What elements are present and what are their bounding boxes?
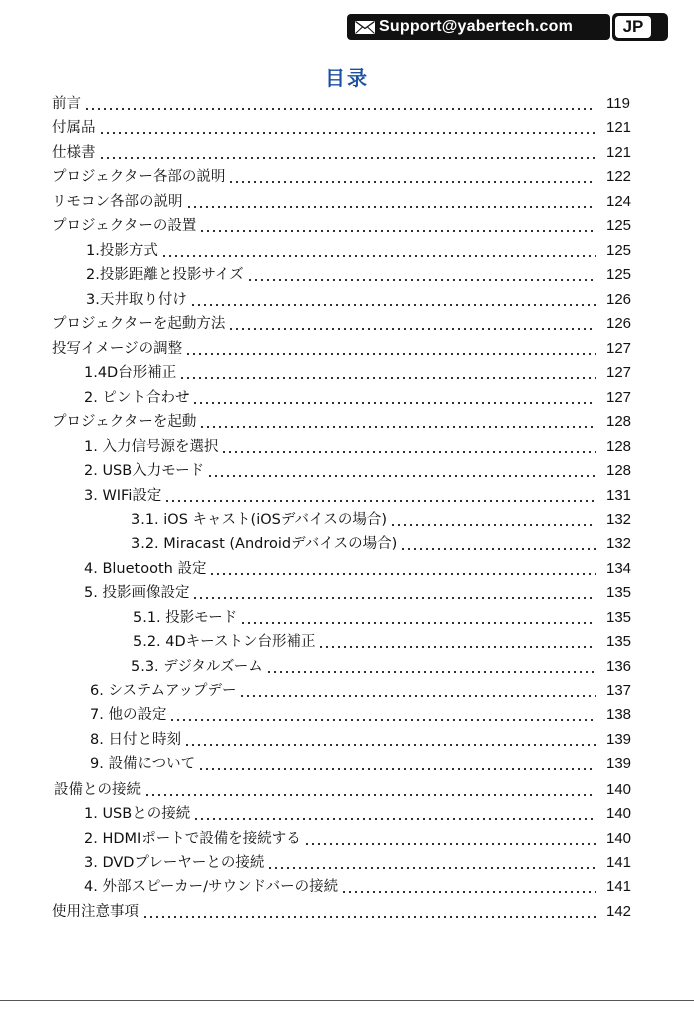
toc-entry-label: 5.3. デジタルズーム bbox=[131, 659, 263, 675]
toc-entry-label: 投写イメージの調整 bbox=[52, 341, 183, 357]
toc-dot-leader bbox=[198, 754, 596, 774]
toc-dot-leader bbox=[266, 657, 596, 677]
toc-entry-page: 135 bbox=[606, 609, 632, 626]
toc-entry-page: 138 bbox=[606, 706, 632, 723]
toc-dot-leader bbox=[207, 461, 596, 481]
toc-dot-leader bbox=[99, 118, 597, 138]
toc-entry[interactable] bbox=[0, 778, 694, 800]
toc-entry[interactable] bbox=[0, 875, 694, 897]
toc-entry-page: 140 bbox=[606, 805, 632, 822]
toc-entry-label: 付属品 bbox=[52, 120, 96, 136]
toc-entry-page: 128 bbox=[606, 438, 632, 455]
toc-entry-label: 8. 日付と時刻 bbox=[90, 732, 181, 748]
toc-entry-page: 132 bbox=[606, 535, 632, 552]
toc-entry-label: プロジェクターの設置 bbox=[52, 218, 197, 234]
toc-dot-leader bbox=[390, 510, 596, 530]
toc-dot-leader bbox=[142, 902, 596, 922]
toc-entry-page: 135 bbox=[606, 633, 632, 650]
toc-entry-page: 126 bbox=[606, 291, 632, 308]
toc-entry[interactable] bbox=[0, 606, 694, 628]
toc-entry-label: 2. ピント合わせ bbox=[84, 390, 190, 406]
toc-entry[interactable] bbox=[0, 557, 694, 579]
toc-entry-page: 134 bbox=[606, 560, 632, 577]
toc-dot-leader bbox=[400, 534, 596, 554]
toc-entry[interactable] bbox=[0, 337, 694, 359]
toc-entry-label: 7. 他の設定 bbox=[90, 707, 167, 723]
toc-entry-label: 4. Bluetooth 設定 bbox=[84, 561, 207, 577]
toc-entry[interactable] bbox=[0, 141, 694, 163]
toc-entry-label: 仕様書 bbox=[52, 145, 96, 161]
toc-entry-label: 2. HDMIポートで設備を接続する bbox=[84, 831, 301, 847]
toc-dot-leader bbox=[247, 265, 596, 285]
toc-entry[interactable] bbox=[0, 728, 694, 750]
toc-entry[interactable] bbox=[0, 532, 694, 554]
envelope-icon bbox=[355, 21, 375, 34]
toc-entry-label: 9. 設備について bbox=[90, 756, 196, 772]
toc-entry-label: 3.2. Miracast (Androidデバイスの場合) bbox=[131, 536, 398, 552]
toc-entry-page: 121 bbox=[606, 144, 632, 161]
language-code: JP bbox=[615, 16, 651, 38]
toc-entry[interactable] bbox=[0, 116, 694, 138]
toc-entry-label: 5.2. 4Dキーストン台形補正 bbox=[133, 634, 316, 650]
toc-dot-leader bbox=[184, 730, 596, 750]
toc-entry-page: 125 bbox=[606, 266, 632, 283]
toc-entry[interactable] bbox=[0, 239, 694, 261]
toc-dot-leader bbox=[193, 804, 596, 824]
toc-entry-page: 141 bbox=[606, 854, 632, 871]
toc-entry-page: 122 bbox=[606, 168, 632, 185]
toc-entry[interactable] bbox=[0, 827, 694, 849]
toc-dot-leader bbox=[186, 192, 597, 212]
toc-dot-leader bbox=[192, 388, 596, 408]
toc-dot-leader bbox=[190, 290, 596, 310]
toc-entry-page: 131 bbox=[606, 487, 632, 504]
page-bottom-rule bbox=[0, 1000, 694, 1001]
toc-entry[interactable] bbox=[0, 655, 694, 677]
toc-dot-leader bbox=[209, 559, 596, 579]
toc-title: 目录 bbox=[325, 66, 369, 90]
toc-dot-leader bbox=[161, 241, 596, 261]
toc-entry[interactable] bbox=[0, 361, 694, 383]
toc-entry-page: 137 bbox=[606, 682, 632, 699]
toc-entry[interactable] bbox=[0, 190, 694, 212]
toc-entry[interactable] bbox=[0, 851, 694, 873]
toc-entry[interactable] bbox=[0, 165, 694, 187]
toc-entry-label: 前言 bbox=[52, 96, 81, 112]
toc-entry-page: 127 bbox=[606, 364, 632, 381]
toc-dot-leader bbox=[144, 780, 596, 800]
toc-entry-page: 125 bbox=[606, 217, 632, 234]
toc-dot-leader bbox=[221, 437, 596, 457]
language-badge bbox=[612, 13, 668, 41]
toc-entry[interactable] bbox=[0, 435, 694, 457]
toc-entry-label: 5. 投影画像設定 bbox=[84, 585, 190, 601]
toc-entry-label: 6. システムアップデー bbox=[90, 683, 237, 699]
toc-entry[interactable] bbox=[0, 508, 694, 530]
toc-entry-page: 128 bbox=[606, 413, 632, 430]
toc-dot-leader bbox=[267, 853, 596, 873]
toc-entry[interactable] bbox=[0, 92, 694, 114]
toc-entry-label: プロジェクターを起動方法 bbox=[52, 316, 226, 332]
toc-entry[interactable] bbox=[0, 679, 694, 701]
toc-entry-page: 128 bbox=[606, 462, 632, 479]
toc-entry-label: 設備との接続 bbox=[54, 782, 141, 798]
toc-entry[interactable] bbox=[0, 703, 694, 725]
toc-entry-page: 119 bbox=[606, 95, 630, 112]
toc-dot-leader bbox=[228, 314, 596, 334]
toc-entry-label: 3. DVDプレーヤーとの接続 bbox=[84, 855, 265, 871]
toc-entry[interactable] bbox=[0, 263, 694, 285]
toc-entry-page: 132 bbox=[606, 511, 632, 528]
toc-dot-leader bbox=[240, 608, 596, 628]
toc-entry-label: 使用注意事項 bbox=[52, 904, 139, 920]
toc-dot-leader bbox=[192, 583, 596, 603]
toc-dot-leader bbox=[199, 412, 596, 432]
toc-dot-leader bbox=[199, 216, 596, 236]
support-email-bar[interactable] bbox=[347, 14, 610, 40]
toc-entry[interactable] bbox=[0, 312, 694, 334]
toc-dot-leader bbox=[169, 705, 596, 725]
toc-entry-label: 1. USBとの接続 bbox=[84, 806, 191, 822]
toc-entry-page: 125 bbox=[606, 242, 632, 259]
toc-entry-label: 1. 入力信号源を選択 bbox=[84, 439, 219, 455]
toc-entry-page: 140 bbox=[606, 781, 632, 798]
toc-entry[interactable] bbox=[0, 386, 694, 408]
toc-entry-label: 3.天井取り付け bbox=[86, 292, 187, 308]
toc-dot-leader bbox=[228, 167, 596, 187]
toc-entry[interactable] bbox=[0, 410, 694, 432]
toc-entry[interactable] bbox=[0, 802, 694, 824]
toc-entry-label: 4. 外部スピーカー/サウンドバーの接続 bbox=[84, 879, 339, 895]
toc-entry-label: プロジェクターを起動 bbox=[52, 414, 197, 430]
toc-entry-page: 126 bbox=[606, 315, 632, 332]
toc-entry-label: 5.1. 投影モード bbox=[133, 610, 238, 626]
toc-entry-page: 136 bbox=[606, 658, 632, 675]
toc-dot-leader bbox=[304, 829, 596, 849]
toc-dot-leader bbox=[179, 363, 596, 383]
toc-dot-leader bbox=[239, 681, 596, 701]
toc-dot-leader bbox=[318, 632, 596, 652]
toc-dot-leader bbox=[341, 877, 596, 897]
toc-entry-page: 135 bbox=[606, 584, 632, 601]
toc-entry-label: 1.4D台形補正 bbox=[84, 365, 177, 381]
toc-entry[interactable] bbox=[0, 752, 694, 774]
toc-entry-label: 3.1. iOS キャスト(iOSデバイスの場合) bbox=[131, 512, 387, 528]
toc-entry-label: リモコン各部の説明 bbox=[52, 194, 183, 210]
toc-entry-page: 141 bbox=[606, 878, 632, 895]
toc-entry-label: プロジェクター各部の説明 bbox=[52, 169, 226, 185]
toc-entry[interactable] bbox=[0, 900, 694, 922]
toc-entry-page: 140 bbox=[606, 830, 632, 847]
toc-entry-label: 2. USB入力モード bbox=[84, 463, 205, 479]
toc-entry[interactable] bbox=[0, 581, 694, 603]
toc-entry-page: 139 bbox=[606, 755, 632, 772]
toc-entry-label: 2.投影距離と投影サイズ bbox=[86, 267, 244, 283]
support-email: Support@yabertech.com bbox=[379, 18, 574, 35]
toc-entry-page: 127 bbox=[606, 389, 632, 406]
toc-entry-page: 142 bbox=[606, 903, 632, 920]
toc-dot-leader bbox=[99, 143, 597, 163]
toc-entry-page: 139 bbox=[606, 731, 632, 748]
toc-dot-leader bbox=[185, 339, 596, 359]
toc-entry[interactable] bbox=[0, 214, 694, 236]
toc-entry[interactable] bbox=[0, 630, 694, 652]
toc-dot-leader bbox=[164, 486, 596, 506]
toc-entry[interactable] bbox=[0, 459, 694, 481]
toc-entry[interactable] bbox=[0, 484, 694, 506]
toc-entry-page: 124 bbox=[606, 193, 632, 210]
toc-entry-page: 121 bbox=[606, 119, 632, 136]
toc-entry[interactable] bbox=[0, 288, 694, 310]
toc-entry-label: 1.投影方式 bbox=[86, 243, 158, 259]
toc-entry-label: 3. WIFi設定 bbox=[84, 488, 162, 504]
toc-dot-leader bbox=[84, 94, 596, 114]
toc-entry-page: 127 bbox=[606, 340, 632, 357]
